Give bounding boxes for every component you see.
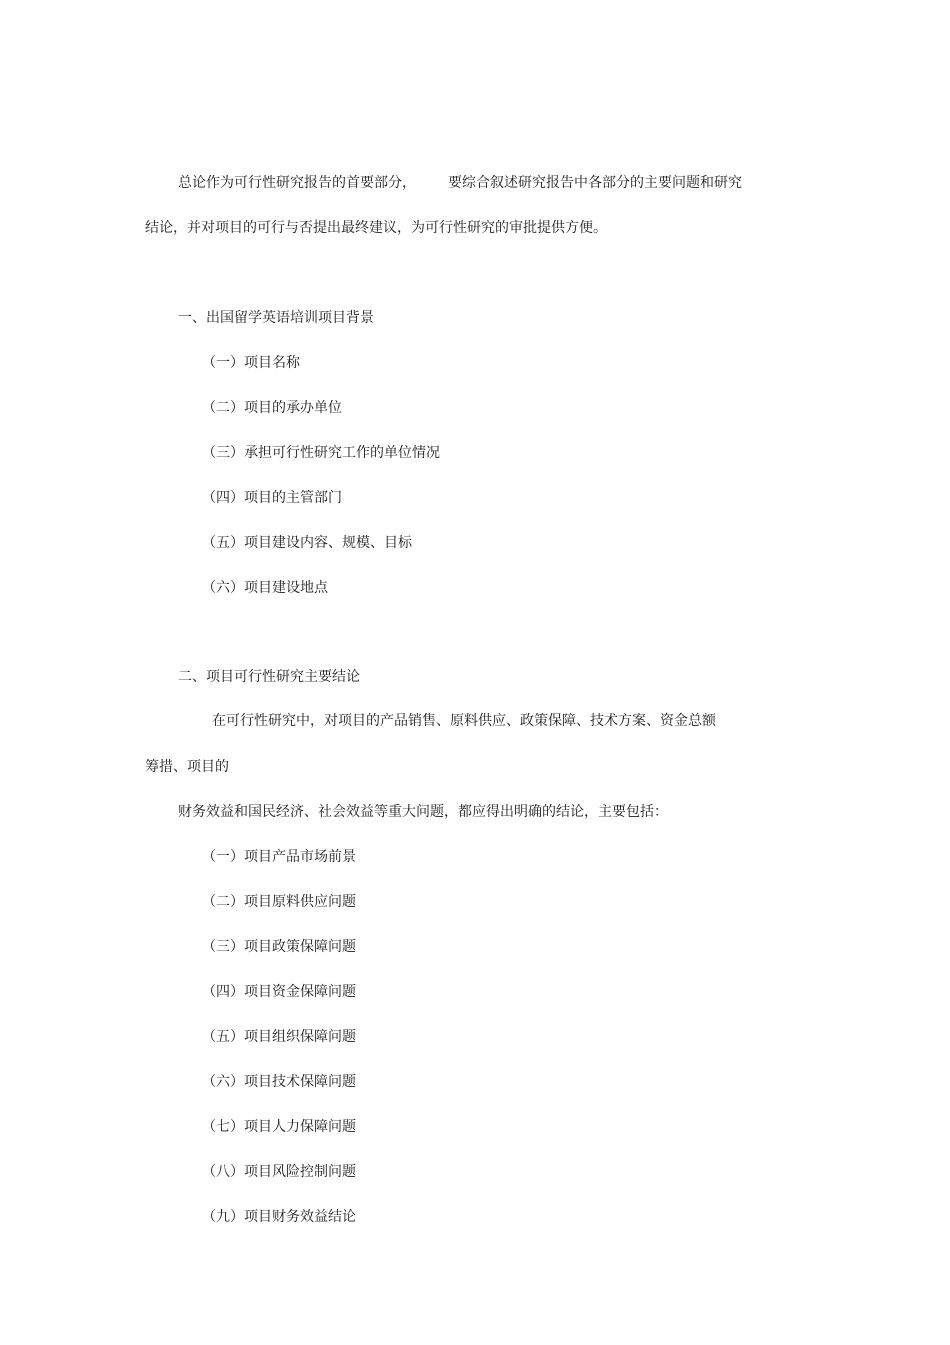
section-2-paragraph-line-3: 财务效益和国民经济、社会效益等重大问题，都应得出明确的结论，主要包括： xyxy=(178,804,668,820)
section-1-item: （二）项目的承办单位 xyxy=(202,400,342,416)
section-1-item: （三）承担可行性研究工作的单位情况 xyxy=(202,445,440,461)
section-2-item: （七）项目人力保障问题 xyxy=(202,1119,356,1135)
section-2-item: （四）项目资金保障问题 xyxy=(202,984,356,1000)
section-2-paragraph-line-2: 筹措、项目的 xyxy=(145,759,229,775)
section-2-paragraph-line-1: 在可行性研究中，对项目的产品销售、原料供应、政策保障、技术方案、资金总额 xyxy=(212,713,716,729)
section-2-item: （二）项目原料供应问题 xyxy=(202,894,356,910)
intro-line-1-part-2: 要综合叙述研究报告中各部分的主要问题和研究 xyxy=(448,175,742,191)
section-2-item: （六）项目技术保障问题 xyxy=(202,1074,356,1090)
intro-line-1-part-1: 总论作为可行性研究报告的首要部分， xyxy=(178,175,416,191)
intro-line-2: 结论，并对项目的可行与否提出最终建议，为可行性研究的审批提供方便。 xyxy=(145,220,607,236)
section-2-heading: 二、项目可行性研究主要结论 xyxy=(178,669,360,685)
section-1-item: （五）项目建设内容、规模、目标 xyxy=(202,535,412,551)
section-2-item: （九）项目财务效益结论 xyxy=(202,1209,356,1225)
section-2-item: （三）项目政策保障问题 xyxy=(202,939,356,955)
section-2-item: （八）项目风险控制问题 xyxy=(202,1164,356,1180)
section-2-item: （一）项目产品市场前景 xyxy=(202,849,356,865)
intro-line-1 xyxy=(178,173,742,193)
section-1-item: （四）项目的主管部门 xyxy=(202,490,342,506)
section-1-heading: 一、出国留学英语培训项目背景 xyxy=(178,310,374,326)
section-1-item: （六）项目建设地点 xyxy=(202,580,328,596)
section-2-item: （五）项目组织保障问题 xyxy=(202,1029,356,1045)
section-1-item: （一）项目名称 xyxy=(202,355,300,371)
